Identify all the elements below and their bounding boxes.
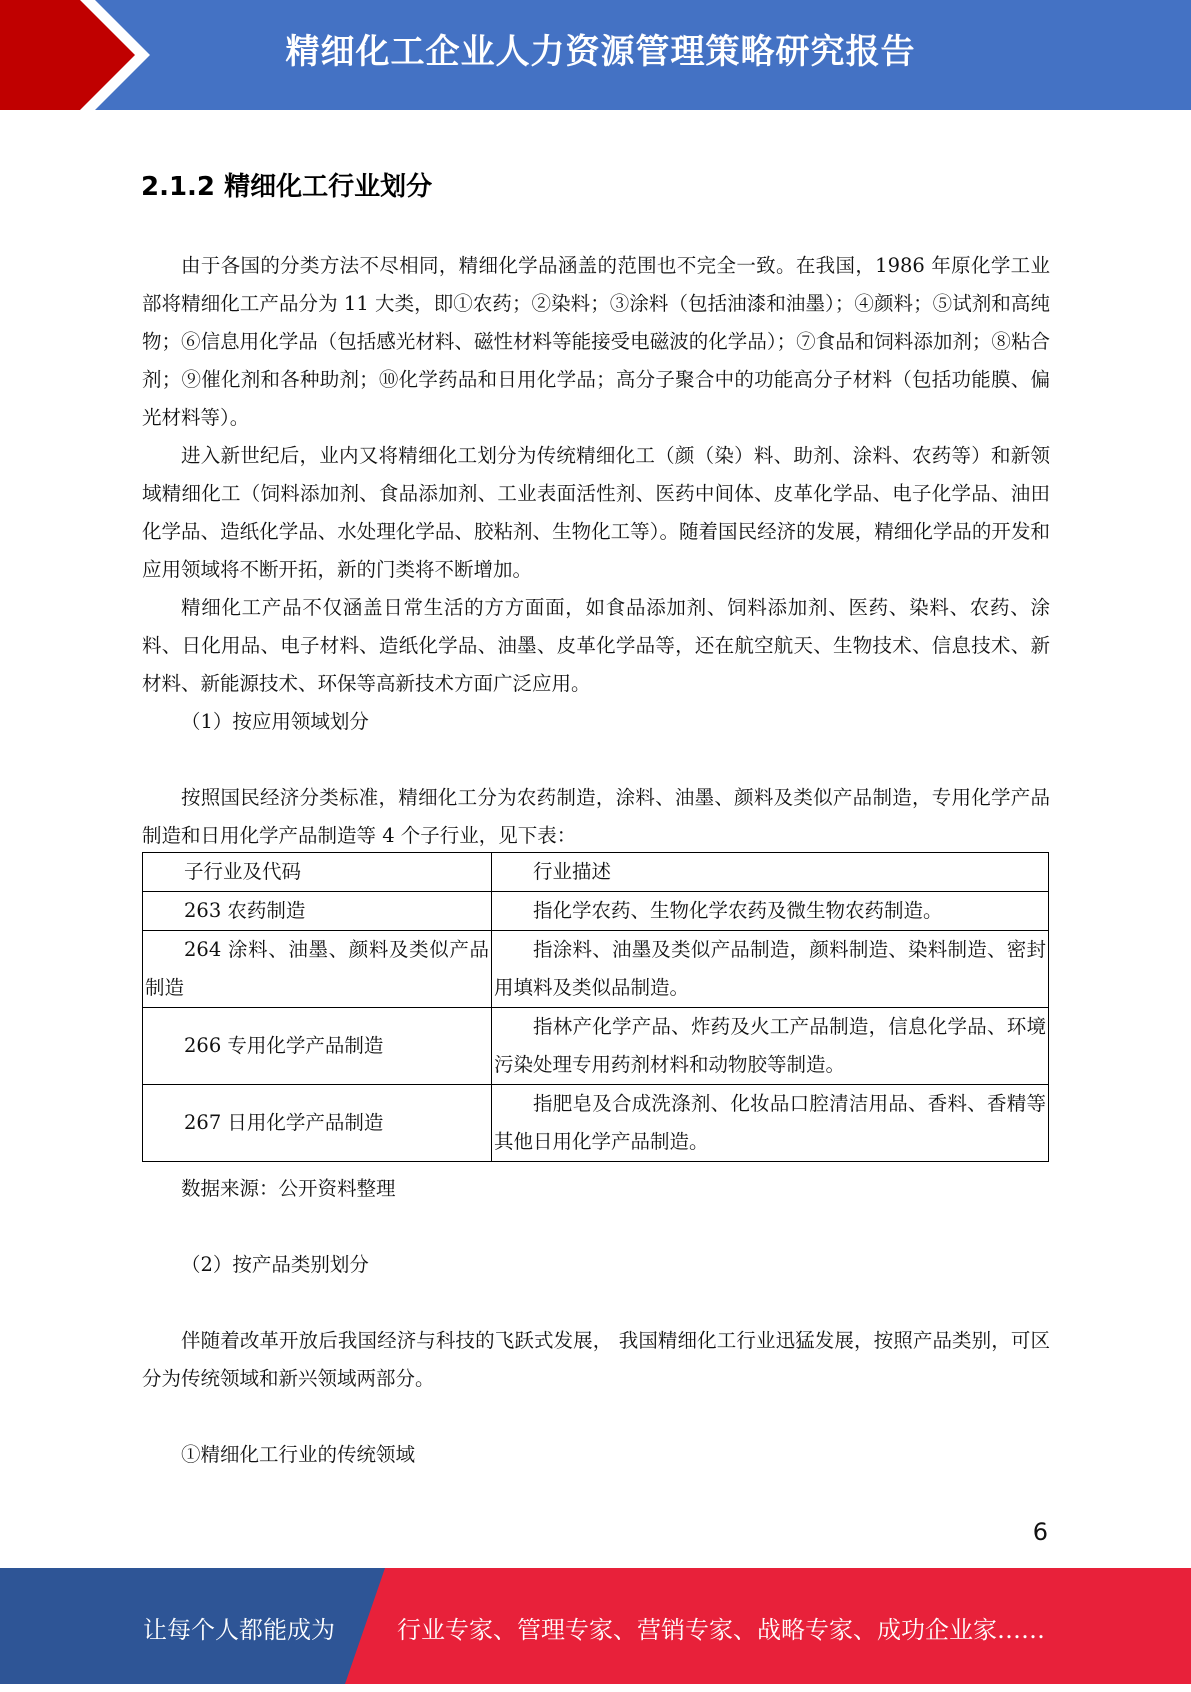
sub-industry-table [142,852,1049,1162]
paragraph-5: 伴随着改革开放后我国经济与科技的飞跃式发展， 我国精细化工行业迅猛发展，按照产品类别，可区分为传统领域和新兴领域两部分。 [142,1329,1050,1390]
spacer [142,1208,1050,1246]
table-cell: 指林产化学产品、炸药及火工产品制造，信息化学品、环境污染处理专用药剂材料和动物胶等制造。 [492,1008,1049,1085]
subheading-2: （2）按产品类别划分 [181,1253,369,1276]
header-banner [0,0,1191,110]
footer-slogan-left: 让每个人都能成为 [143,1616,335,1644]
page-number: 6 [1032,1518,1048,1546]
table-row [143,892,1049,931]
list-item-traditional-field: ①精细化工行业的传统领域 [181,1443,416,1466]
paragraph-3: 精细化工产品不仅涵盖日常生活的方方面面，如食品添加剂、饲料添加剂、医药、染料、农药、涂料、日化用品、电子材料、造纸化学品、油墨、皮革化学品等，还在航空航天、生物技术、信息技术、新材料、新能源技术、环保等高新技术方面广泛应用。 [142,596,1050,695]
paragraph-4: 按照国民经济分类标准，精细化工分为农药制造，涂料、油墨、颜料及类似产品制造，专用化学产品制造和日用化学产品制造等 4 个子行业，见下表： [142,786,1050,847]
section-title: 2.1.2 精细化工行业划分 [141,172,433,202]
table-cell: 267 日用化学产品制造 [143,1085,492,1162]
table-row [143,1008,1049,1085]
body-content-after-table [142,1170,1050,1474]
spacer [142,741,1050,779]
paragraph-1: 由于各国的分类方法不尽相同，精细化学品涵盖的范围也不完全一致。在我国，1986 年原化学工业部将精细化工产品分为 11 大类，即①农药；②染料；③涂料（包括油漆和油墨）；④颜料；⑤试剂和高纯物；⑥信息用化学品（包括感光材料、磁性材料等能接受电磁波的化学品）；⑦食品和饲料添加剂；⑧粘合剂；⑨催化剂和各种助剂；⑩化学药品和日用化学品；高分子聚合中的功能高分子材料（包括功能膜、偏光材料等）。 [142,254,1050,429]
source-note: 数据来源：公开资料整理 [181,1177,396,1200]
paragraph-2: 进入新世纪后，业内又将精细化工划分为传统精细化工（颜（染）料、助剂、涂料、农药等）和新领域精细化工（饲料添加剂、食品添加剂、工业表面活性剂、医药中间体、皮革化学品、电子化学品、油田化学品、造纸化学品、水处理化学品、胶粘剂、生物化工等）。随着国民经济的发展，精细化学品的开发和应用领域将不断开拓，新的门类将不断增加。 [142,444,1050,581]
table-cell: 指涂料、油墨及类似产品制造，颜料制造、染料制造、密封用填料及类似品制造。 [492,931,1049,1008]
table-cell: 263 农药制造 [143,892,492,931]
table-cell: 指肥皂及合成洗涤剂、化妆品口腔清洁用品、香料、香精等其他日用化学产品制造。 [492,1085,1049,1162]
table-cell: 264 涂料、油墨、颜料及类似产品制造 [143,931,492,1008]
spacer [142,1284,1050,1322]
footer-slogan-right: 行业专家、管理专家、营销专家、战略专家、成功企业家…… [397,1616,1045,1644]
table-cell: 266 专用化学产品制造 [143,1008,492,1085]
table-row [143,1085,1049,1162]
table-row [143,931,1049,1008]
header-title: 精细化工企业人力资源管理策略研究报告 [285,32,916,72]
subheading-1: （1）按应用领域划分 [181,710,369,733]
footer-banner [0,1568,1191,1684]
body-content [142,247,1050,855]
table-header-row [143,853,1049,892]
table-cell: 指化学农药、生物化学农药及微生物农药制造。 [492,892,1049,931]
table-header-cell: 行业描述 [492,853,1049,892]
table-header-cell: 子行业及代码 [143,853,492,892]
spacer [142,1398,1050,1436]
